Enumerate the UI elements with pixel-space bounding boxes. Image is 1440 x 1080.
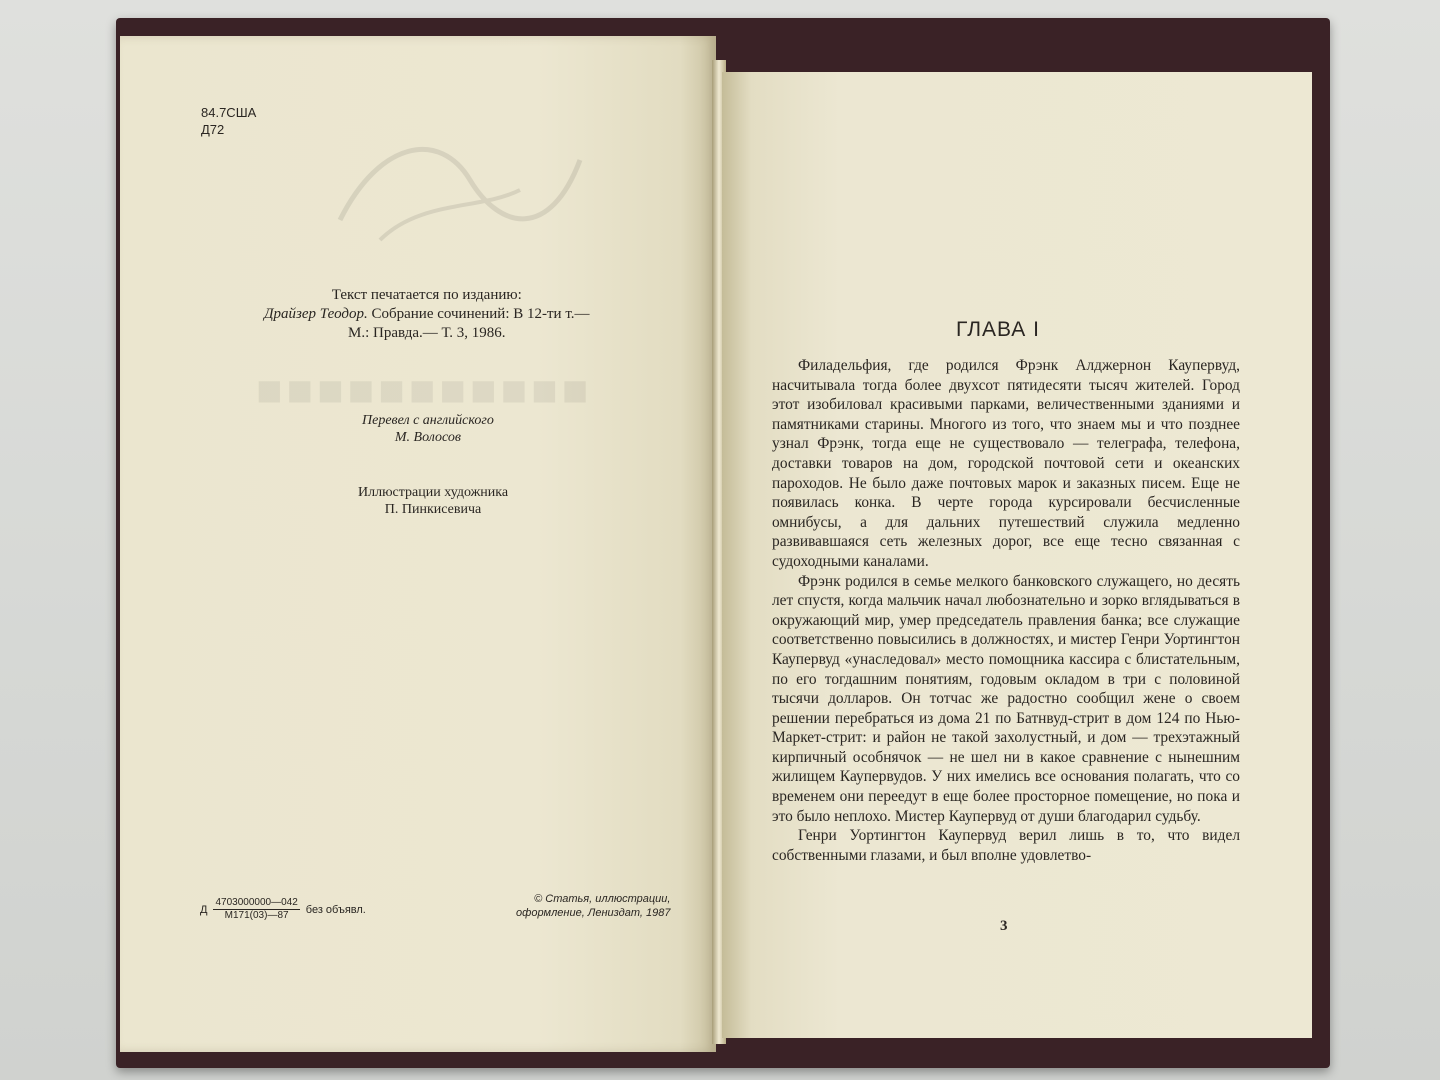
imprint-denominator: М171(03)—87 [224, 910, 289, 921]
edition-line: М.: Правда.— Т. 3, 1986. [348, 325, 506, 341]
show-through-signature [320, 120, 600, 260]
imprint-suffix: без объявл. [305, 903, 366, 916]
paragraph: Филадельфия, где родился Фрэнк Алджернон Каупервуд, насчитывала тогда более двухсот пятидесяти тысяч жителей. Город этот изобиловал красивыми парками, величественными зданиями и памятниками старины. Многого из того, что знаем мы и что позднее узнал Фрэнк, тогда еще не существовало — телеграфа, телефона, доставки товаров на дом, городской почтовой сети и океанских пароходов. Не было даже почтовых марок и заказных писем. Еще не появилась конка. В черте города курсировали бесчисленные омнибусы, а для дальних путешествий служила медленно развивавшаяся сеть железных дорог, все еще тесно связанная с судоходными каналами. [772, 357, 1240, 570]
translator-line: М. Волосов [394, 430, 461, 445]
imprint-code [200, 897, 366, 922]
catalog-code-line: 84.7США [201, 105, 257, 120]
copyright-notice [516, 892, 670, 920]
edition-line [264, 305, 590, 324]
catalog-code-line: Д72 [201, 122, 225, 137]
translator-credit [362, 412, 494, 446]
edition-source: Собрание сочинений: В 12-ти т.— [371, 306, 590, 322]
copyright-line: © Статья, иллюстрации, [534, 893, 671, 905]
copyright-line: оформление, Лениздат, 1987 [516, 907, 671, 919]
imprint-prefix: Д [200, 903, 208, 916]
illustrator-line: П. Пинкисевича [384, 502, 482, 517]
edition-note [264, 286, 590, 343]
imprint-fraction [213, 897, 299, 922]
paragraph: Фрэнк родился в семье мелкого банковского служащего, но десять лет спустя, когда мальчик начал любознательно и зорко вглядываться в окружающий мир, умер председатель правления банка; все служащие соответственно повысились в должностях, и мистер Генри Уортингтон Каупервуд «унаследовал» место помощника кассира с блистательным, по его тогдашним понятиям, годовым окладом в три с половиной тысячи долларов. Он тотчас же радостно сообщил жене о своем решении перебраться из дома 21 по Батнвуд-стрит в дом 124 по Нью-Маркет-стрит: и район не такой захолустный, и дом — трехэтажный кирпичный особнячок — не шел ни в какое сравнение с нынешним жилищем Каупервудов. У них имелись все основания полагать, что со временем они переедут в еще более просторное помещение, но пока и это было неплохо. Мистер Каупервуд от души благодарил судьбу. [772, 572, 1240, 825]
library-catalog-code [201, 104, 256, 138]
translator-line: Перевел с английского [362, 413, 494, 428]
illustrator-credit [358, 484, 508, 518]
show-through-title: ■■■■■■■■■■■ [252, 366, 589, 415]
author-name: Драйзер Теодор. [264, 306, 368, 322]
page-number: 3 [1000, 918, 1008, 934]
chapter-title: ГЛАВА I [956, 318, 1040, 341]
imprint-numerator: 4703000000—042 [215, 897, 298, 908]
paragraph: Генри Уортингтон Каупервуд верил лишь в то, что видел собственными глазами, и был вполне удовлетво- [772, 827, 1240, 864]
chapter-body [772, 356, 1240, 865]
edition-line: Текст печатается по изданию: [331, 287, 522, 303]
illustrator-line: Иллюстрации художника [358, 485, 509, 500]
